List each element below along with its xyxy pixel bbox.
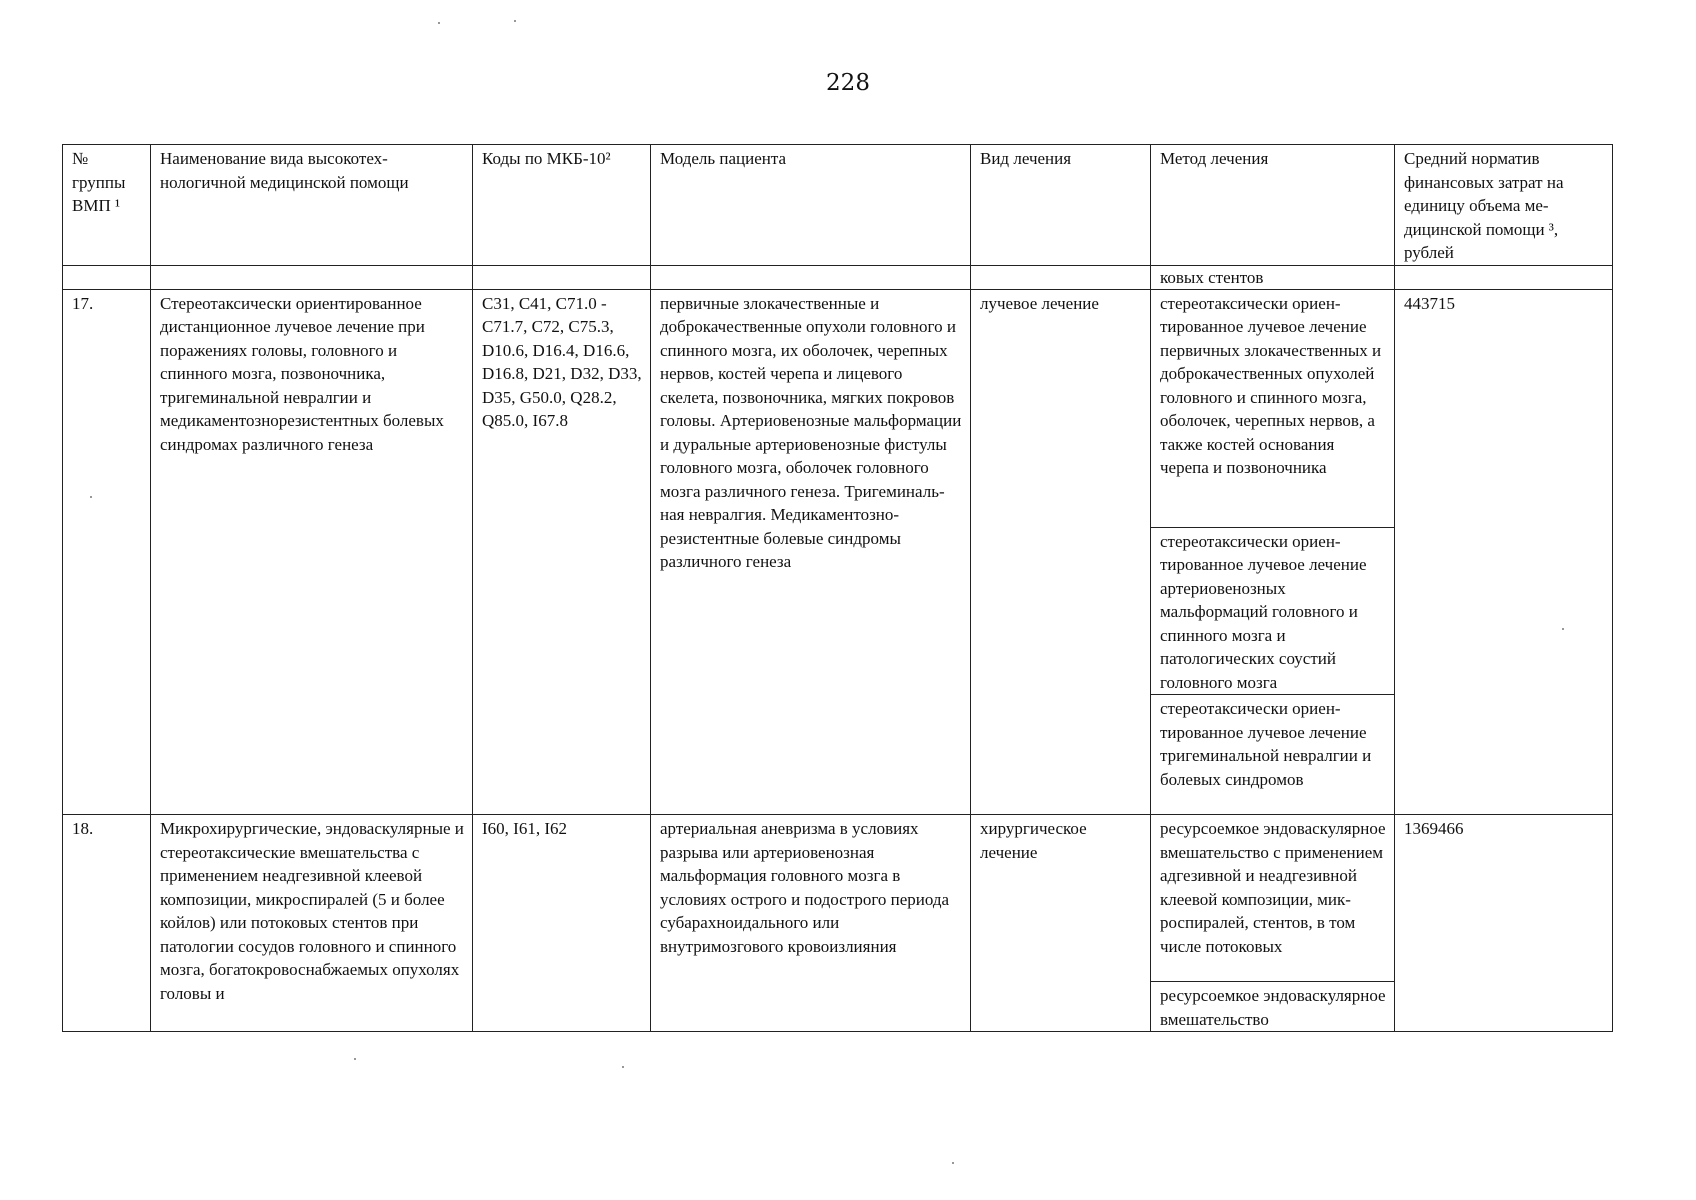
- scan-speck: [622, 1066, 624, 1068]
- scan-speck: [1562, 628, 1564, 630]
- header-patient-model: Модель пациента: [651, 145, 971, 266]
- patient-model: первичные злокачественные и доброкачественные опухоли головного и спинного мозга, их оболочек, черепных нервов, костей черепа и лицевого скелета, позвоночника, мягких покровов головы. Артериовенозные мальформации и дуральные артериовенозные фистулы головного мозга, оболочек головного мозга различного генеза. Тригеминальная невралгия. Медикаментознорезистентные болевые синдромы различного генеза: [651, 289, 971, 815]
- vmp-table: [62, 144, 1613, 1032]
- scan-speck: [354, 1058, 356, 1060]
- care-name: Микрохирургические, эндоваскулярные и стереотаксические вмешательства с применением неадгезивной клеевой композиции, микроспиралей (5 и более койлов) или потоковых стентов при патологии сосудов головного и спинного мозга, богатокровоснабжаемых опухолях головы и: [151, 815, 473, 1032]
- cost-norm: 1369466: [1395, 815, 1613, 1032]
- treatment-method: стереотаксически ориентированное лучевое лечение тригеминальной невралгии и болевых синдромов: [1151, 695, 1395, 815]
- treatment-method: стереотаксически ориентированное лучевое лечение первичных злокачественных и доброкачественных опухолей головного и спинного мозга, оболочек, черепных нервов, а также костей основания черепа и позвоночника: [1151, 289, 1395, 527]
- scan-speck: [952, 1162, 954, 1164]
- treatment-type: лучевое лечение: [971, 289, 1151, 815]
- treatment-method: стереотаксически ориентированное лучевое лечение артериовенозных мальформаций головного и спинного мозга и патологических соустий головного мозга: [1151, 527, 1395, 695]
- header-icd-codes: Коды по МКБ-10²: [473, 145, 651, 266]
- patient-model: артериальная аневризма в условиях разрыва или артериовенозная мальформация головного мозга в условиях острого и подострого периода субарахноидального или внутримозгового кровоизлияния: [651, 815, 971, 1032]
- page-number: 228: [826, 70, 870, 96]
- group-number: 17.: [63, 289, 151, 815]
- header-group-number: № группы ВМП ¹: [63, 145, 151, 266]
- icd-codes: I60, I61, I62: [473, 815, 651, 1032]
- scan-speck: [438, 22, 440, 24]
- group-number: 18.: [63, 815, 151, 1032]
- header-cost-norm: Средний норматив финансовых затрат на единицу объема медицинской помощи ³, рублей: [1395, 145, 1613, 266]
- scan-speck: [90, 496, 92, 498]
- icd-codes: C31, C41, C71.0 - C71.7, C72, C75.3, D10.6, D16.4, D16.6, D16.8, D21, D32, D33, D35, G50.0, Q28.2, Q85.0, I67.8: [473, 289, 651, 815]
- header-treatment-method: Метод лечения: [1151, 145, 1395, 266]
- table-row-18: [63, 815, 1613, 982]
- header-care-name: Наименование вида высокотехнологичной медицинской помощи: [151, 145, 473, 266]
- header-treatment-type: Вид лечения: [971, 145, 1151, 266]
- cost-norm: 443715: [1395, 289, 1613, 815]
- header-row: [63, 145, 1613, 266]
- table-row-17: [63, 289, 1613, 527]
- continuation-row: [63, 265, 1613, 289]
- treatment-type: хирургическое лечение: [971, 815, 1151, 1032]
- treatment-method: ресурсоемкое эндоваскулярное вмешательство: [1151, 982, 1395, 1032]
- continuation-method: ковых стентов: [1151, 265, 1395, 289]
- treatment-method: ресурсоемкое эндоваскулярное вмешательство с применением адгезивной и неадгезивной клеевой композиции, микроспиралей, стентов, в том числе потоковых: [1151, 815, 1395, 982]
- care-name: Стереотаксически ориентированное дистанционное лучевое лечение при поражениях головы, головного и спинного мозга, позвоночника, тригеминальной невралгии и медикаментознорeзистентных болевых синдромах различного генеза: [151, 289, 473, 815]
- scan-speck: [514, 20, 516, 22]
